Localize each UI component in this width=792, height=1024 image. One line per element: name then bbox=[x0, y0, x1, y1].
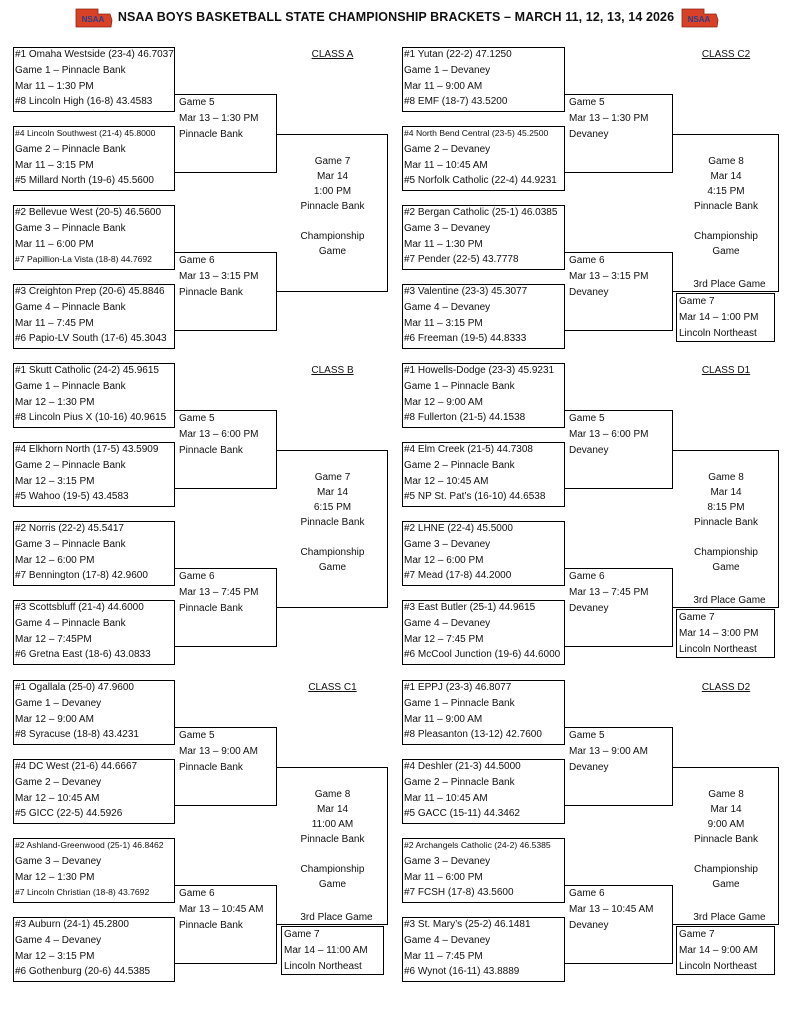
third-place-title: 3rd Place Game bbox=[693, 279, 766, 290]
semifinal-time: Mar 13 – 9:00 AM bbox=[569, 746, 648, 758]
game-time: Mar 11 – 7:45 PM bbox=[404, 950, 483, 962]
third-place-time: Mar 14 – 3:00 PM bbox=[679, 627, 759, 639]
third-place-venue: Lincoln Northeast bbox=[284, 960, 362, 972]
class-label: CLASS C2 bbox=[701, 49, 751, 60]
championship-info: Game 8 Mar 14 9:00 AM Pinnacle Bank Championship Game bbox=[694, 788, 758, 890]
team-entry: #7 Pender (22-5) 43.7778 bbox=[404, 254, 519, 266]
third-place-title: 3rd Place Game bbox=[300, 912, 373, 923]
team-entry: #5 Wahoo (19-5) 43.4583 bbox=[15, 491, 129, 503]
championship-info: Game 8 Mar 14 8:15 PM Pinnacle Bank Championship Game bbox=[694, 471, 758, 573]
semifinal-game: Game 5 bbox=[569, 413, 605, 425]
nebraska-shape-icon bbox=[680, 6, 720, 30]
game-time: Mar 12 – 9:00 AM bbox=[404, 396, 483, 408]
team-entry: #6 Gothenburg (20-6) 44.5385 bbox=[15, 966, 151, 978]
team-entry: #8 Pleasanton (13-12) 42.7600 bbox=[404, 729, 542, 741]
third-place-time: Mar 14 – 11:00 AM bbox=[284, 944, 368, 956]
semifinal-game: Game 6 bbox=[569, 571, 605, 583]
third-place-title: 3rd Place Game bbox=[693, 595, 766, 606]
game-time: Mar 11 – 10:45 AM bbox=[404, 792, 488, 804]
game-venue: Game 3 – Devaney bbox=[404, 538, 491, 550]
championship-info: Game 8 Mar 14 11:00 AM Pinnacle Bank Championship Game bbox=[300, 788, 365, 890]
team-entry: #4 Elm Creek (21-5) 44.7308 bbox=[404, 444, 533, 455]
semifinal-time: Mar 13 – 10:45 AM bbox=[179, 904, 264, 916]
third-place-game: Game 7 bbox=[679, 296, 715, 307]
game-time: Mar 11 – 10:45 AM bbox=[404, 159, 488, 171]
third-place-venue: Lincoln Northeast bbox=[679, 643, 757, 655]
team-entry: #2 LHNE (22-4) 45.5000 bbox=[404, 523, 513, 534]
team-entry: #5 Millard North (19-6) 45.5600 bbox=[15, 175, 154, 187]
third-place-venue: Lincoln Northeast bbox=[679, 960, 757, 972]
semifinal-time: Mar 13 – 1:30 PM bbox=[179, 113, 259, 125]
semifinal-game: Game 5 bbox=[179, 413, 215, 425]
semifinal-venue: Pinnacle Bank bbox=[179, 762, 243, 773]
game-venue: Game 3 – Devaney bbox=[15, 855, 102, 867]
third-place-game: Game 7 bbox=[284, 929, 320, 940]
game-time: Mar 12 – 1:30 PM bbox=[15, 396, 95, 408]
class-label: CLASS A bbox=[311, 49, 354, 60]
third-place-time: Mar 14 – 9:00 AM bbox=[679, 944, 758, 956]
game-venue: Game 2 – Devaney bbox=[404, 143, 491, 155]
semifinal-venue: Devaney bbox=[569, 287, 609, 298]
game-time: Mar 11 – 3:15 PM bbox=[404, 317, 483, 329]
class-label: CLASS D1 bbox=[701, 365, 751, 376]
team-entry: #2 Archangels Catholic (24-2) 46.5385 bbox=[404, 840, 551, 850]
team-entry: #7 FCSH (17-8) 43.5600 bbox=[404, 887, 514, 899]
game-venue: Game 4 – Devaney bbox=[404, 617, 491, 629]
game-venue: Game 2 – Pinnacle Bank bbox=[404, 776, 515, 788]
class-label: CLASS B bbox=[311, 365, 354, 376]
team-entry: #8 Lincoln Pius X (10-16) 40.9615 bbox=[15, 412, 167, 424]
semifinal-venue: Pinnacle Bank bbox=[179, 129, 243, 140]
team-entry: #1 Ogallala (25-0) 47.9600 bbox=[15, 682, 134, 693]
third-place-venue: Lincoln Northeast bbox=[679, 327, 757, 339]
third-place-game: Game 7 bbox=[679, 612, 715, 623]
semifinal-game: Game 6 bbox=[179, 571, 215, 583]
game-venue: Game 3 – Pinnacle Bank bbox=[15, 538, 126, 550]
game-venue: Game 1 – Pinnacle Bank bbox=[15, 64, 126, 76]
team-entry: #8 Syracuse (18-8) 43.4231 bbox=[15, 729, 139, 741]
team-entry: #5 Norfolk Catholic (22-4) 44.9231 bbox=[404, 175, 557, 187]
game-time: Mar 11 – 6:00 PM bbox=[404, 871, 483, 883]
game-venue: Game 4 – Devaney bbox=[404, 301, 491, 313]
team-entry: #1 Howells-Dodge (23-3) 45.9231 bbox=[404, 365, 555, 376]
semifinal-time: Mar 13 – 10:45 AM bbox=[569, 904, 654, 916]
semifinal-venue: Devaney bbox=[569, 129, 609, 140]
semifinal-game: Game 5 bbox=[179, 730, 215, 742]
team-entry: #2 Norris (22-2) 45.5417 bbox=[15, 523, 124, 534]
semifinal-venue: Devaney bbox=[569, 445, 609, 456]
team-entry: #5 NP St. Pat’s (16-10) 44.6538 bbox=[404, 491, 546, 503]
championship-info: Game 7 Mar 14 6:15 PM Pinnacle Bank Championship Game bbox=[300, 471, 365, 573]
third-place-time: Mar 14 – 1:00 PM bbox=[679, 311, 759, 323]
page-title: NSAA BOYS BASKETBALL STATE CHAMPIONSHIP BRACKETS – MARCH 11, 12, 13, 14 2026 bbox=[117, 10, 675, 24]
game-time: Mar 12 – 10:45 AM bbox=[15, 792, 100, 804]
game-venue: Game 1 – Pinnacle Bank bbox=[15, 380, 126, 392]
game-time: Mar 12 – 1:30 PM bbox=[15, 871, 95, 883]
team-entry: #2 Ashland-Greenwood (25-1) 46.8462 bbox=[15, 840, 164, 850]
team-entry: #6 Papio-LV South (17-6) 45.3043 bbox=[15, 333, 167, 345]
game-venue: Game 2 – Devaney bbox=[15, 776, 102, 788]
semifinal-game: Game 6 bbox=[179, 888, 215, 900]
team-entry: #5 GACC (15-11) 44.3462 bbox=[404, 808, 520, 820]
semifinal-time: Mar 13 – 7:45 PM bbox=[179, 587, 259, 599]
third-place-title: 3rd Place Game bbox=[693, 912, 766, 923]
game-venue: Game 4 – Pinnacle Bank bbox=[15, 617, 126, 629]
game-time: Mar 11 – 7:45 PM bbox=[15, 317, 94, 329]
game-time: Mar 11 – 1:30 PM bbox=[404, 238, 483, 250]
semifinal-venue: Pinnacle Bank bbox=[179, 603, 243, 614]
team-entry: #6 McCool Junction (19-6) 44.6000 bbox=[404, 649, 561, 661]
team-entry: #4 North Bend Central (23-5) 45.2500 bbox=[404, 128, 549, 138]
game-time: Mar 11 – 9:00 AM bbox=[404, 713, 483, 725]
semifinal-time: Mar 13 – 3:15 PM bbox=[179, 271, 259, 283]
class-label: CLASS C1 bbox=[308, 682, 357, 693]
team-entry: #2 Bellevue West (20-5) 46.5600 bbox=[15, 207, 162, 218]
game-venue: Game 1 – Pinnacle Bank bbox=[404, 380, 515, 392]
game-venue: Game 1 – Devaney bbox=[404, 64, 491, 76]
team-entry: #1 Yutan (22-2) 47.1250 bbox=[404, 49, 512, 60]
team-entry: #7 Lincoln Christian (18-8) 43.7692 bbox=[15, 887, 150, 898]
game-venue: Game 4 – Pinnacle Bank bbox=[15, 301, 126, 313]
team-entry: #1 EPPJ (23-3) 46.8077 bbox=[404, 682, 512, 693]
team-entry: #3 East Butler (25-1) 44.9615 bbox=[404, 602, 536, 613]
third-place-game: Game 7 bbox=[679, 929, 715, 940]
game-time: Mar 12 – 6:00 PM bbox=[404, 554, 484, 566]
game-venue: Game 3 – Devaney bbox=[404, 855, 491, 867]
semifinal-game: Game 5 bbox=[179, 97, 215, 109]
class-label: CLASS D2 bbox=[701, 682, 751, 693]
game-venue: Game 1 – Pinnacle Bank bbox=[404, 697, 515, 709]
semifinal-venue: Pinnacle Bank bbox=[179, 445, 243, 456]
game-venue: Game 4 – Devaney bbox=[15, 934, 102, 946]
team-entry: #1 Omaha Westside (23-4) 46.7037 bbox=[15, 49, 174, 60]
game-time: Mar 12 – 10:45 AM bbox=[404, 475, 489, 487]
semifinal-venue: Devaney bbox=[569, 762, 609, 773]
championship-info: Game 7 Mar 14 1:00 PM Pinnacle Bank Championship Game bbox=[300, 155, 365, 257]
game-time: Mar 12 – 6:00 PM bbox=[15, 554, 95, 566]
semifinal-venue: Pinnacle Bank bbox=[179, 920, 243, 931]
team-entry: #5 GICC (22-5) 44.5926 bbox=[15, 808, 123, 820]
team-entry: #7 Bennington (17-8) 42.9600 bbox=[15, 570, 148, 582]
game-venue: Game 3 – Devaney bbox=[404, 222, 491, 234]
semifinal-venue: Devaney bbox=[569, 603, 609, 614]
team-entry: #6 Freeman (19-5) 44.8333 bbox=[404, 333, 527, 345]
semifinal-time: Mar 13 – 1:30 PM bbox=[569, 113, 649, 125]
championship-info: Game 8 Mar 14 4:15 PM Pinnacle Bank Championship Game bbox=[694, 155, 758, 257]
semifinal-game: Game 6 bbox=[179, 255, 215, 267]
semifinal-time: Mar 13 – 3:15 PM bbox=[569, 271, 649, 283]
team-entry: #4 DC West (21-6) 44.6667 bbox=[15, 761, 138, 772]
game-venue: Game 3 – Pinnacle Bank bbox=[15, 222, 126, 234]
team-entry: #8 EMF (18-7) 43.5200 bbox=[404, 96, 508, 108]
game-venue: Game 2 – Pinnacle Bank bbox=[15, 143, 126, 155]
game-time: Mar 11 – 3:15 PM bbox=[15, 159, 94, 171]
semifinal-venue: Pinnacle Bank bbox=[179, 287, 243, 298]
team-entry: #3 St. Mary’s (25-2) 46.1481 bbox=[404, 919, 531, 930]
semifinal-venue: Devaney bbox=[569, 920, 609, 931]
game-time: Mar 12 – 7:45 PM bbox=[404, 633, 484, 645]
team-entry: #8 Lincoln High (16-8) 43.4583 bbox=[15, 96, 153, 108]
team-entry: #7 Mead (17-8) 44.2000 bbox=[404, 570, 512, 582]
semifinal-time: Mar 13 – 6:00 PM bbox=[569, 429, 649, 441]
logo-text: NSAA bbox=[81, 15, 105, 24]
logo-text: NSAA bbox=[687, 15, 711, 24]
game-time: Mar 11 – 1:30 PM bbox=[15, 80, 94, 92]
semifinal-game: Game 5 bbox=[569, 97, 605, 109]
team-entry: #6 Wynot (16-11) 43.8889 bbox=[404, 966, 520, 978]
nebraska-shape-icon bbox=[74, 6, 114, 30]
team-entry: #2 Bergan Catholic (25-1) 46.0385 bbox=[404, 207, 558, 218]
team-entry: #3 Scottsbluff (21-4) 44.6000 bbox=[15, 602, 144, 613]
team-entry: #3 Auburn (24-1) 45.2800 bbox=[15, 919, 129, 930]
game-time: Mar 12 – 7:45PM bbox=[15, 633, 92, 645]
team-entry: #8 Fullerton (21-5) 44.1538 bbox=[404, 412, 526, 424]
semifinal-time: Mar 13 – 9:00 AM bbox=[179, 746, 258, 758]
page-header bbox=[0, 6, 792, 30]
game-time: Mar 12 – 3:15 PM bbox=[15, 475, 95, 487]
nsaa-logo-right bbox=[680, 6, 720, 30]
team-entry: #1 Skutt Catholic (24-2) 45.9615 bbox=[15, 365, 159, 376]
game-time: Mar 12 – 3:15 PM bbox=[15, 950, 95, 962]
game-time: Mar 11 – 9:00 AM bbox=[404, 80, 483, 92]
team-entry: #4 Lincoln Southwest (21-4) 45.8000 bbox=[15, 128, 156, 138]
semifinal-time: Mar 13 – 7:45 PM bbox=[569, 587, 649, 599]
game-venue: Game 1 – Devaney bbox=[15, 697, 102, 709]
game-venue: Game 4 – Devaney bbox=[404, 934, 491, 946]
nsaa-logo-left bbox=[74, 6, 114, 30]
semifinal-game: Game 6 bbox=[569, 255, 605, 267]
team-entry: #6 Gretna East (18-6) 43.0833 bbox=[15, 649, 151, 661]
team-entry: #4 Elkhorn North (17-5) 43.5909 bbox=[15, 444, 159, 455]
team-entry: #3 Valentine (23-3) 45.3077 bbox=[404, 286, 528, 297]
semifinal-time: Mar 13 – 6:00 PM bbox=[179, 429, 259, 441]
game-venue: Game 2 – Pinnacle Bank bbox=[404, 459, 515, 471]
game-venue: Game 2 – Pinnacle Bank bbox=[15, 459, 126, 471]
semifinal-game: Game 5 bbox=[569, 730, 605, 742]
team-entry: #7 Papillion-La Vista (18-8) 44.7692 bbox=[15, 254, 152, 265]
team-entry: #3 Creighton Prep (20-6) 45.8846 bbox=[15, 286, 165, 297]
semifinal-game: Game 6 bbox=[569, 888, 605, 900]
team-entry: #4 Deshler (21-3) 44.5000 bbox=[404, 761, 521, 772]
game-time: Mar 12 – 9:00 AM bbox=[15, 713, 94, 725]
game-time: Mar 11 – 6:00 PM bbox=[15, 238, 94, 250]
